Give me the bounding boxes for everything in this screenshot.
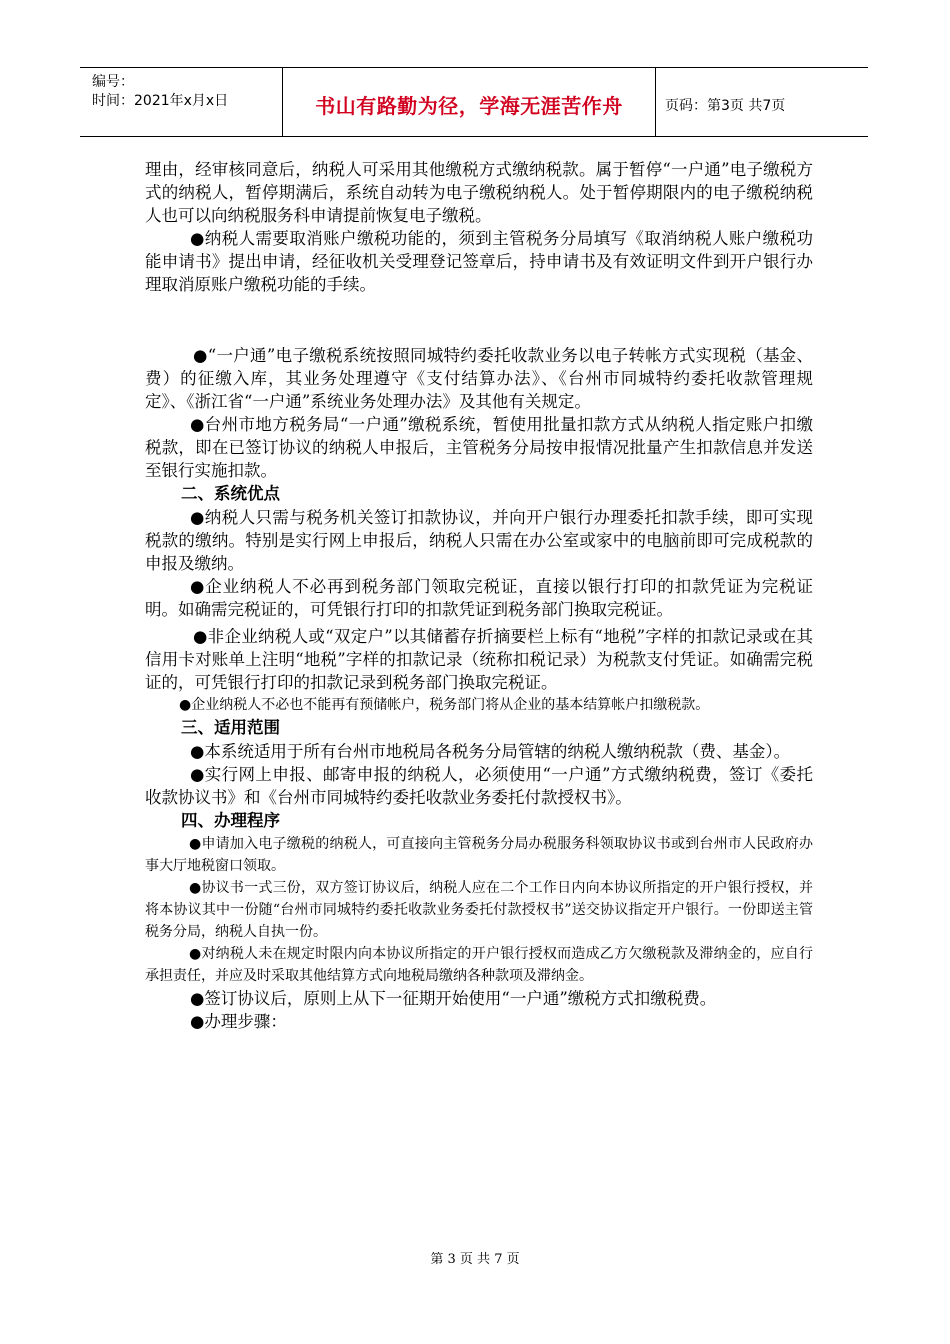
paragraph: ●协议书一式三份，双方签订协议后，纳税人应在二个工作日内向本协议所指定的开户银行授权，并将本协议其中一份随“台州市同城特约委托收款业务委托付款授权书”送交协议指定开户银行。一份即送主管税务分局，纳税人自执一份。	[145, 880, 813, 940]
header-divider	[655, 68, 656, 136]
paragraph: ●“一户通”电子缴税系统按照同城特约委托收款业务以电子转帐方式实现税（基金、费）的征缴入库，其业务处理遵守《支付结算办法》、《台州市同城特约委托收款管理规定》、《浙江省“一户通”系统业务处理办法》及其他有关规定。	[145, 346, 813, 411]
page-header	[80, 67, 868, 137]
paragraph: ●台州市地方税务局“一户通”缴税系统，暂使用批量扣款方式从纳税人指定账户扣缴税款，即在已签订协议的纳税人申报后，主管税务分局按申报情况批量产生扣款信息并发送至银行实施扣款。	[145, 415, 813, 480]
page-footer: 第 3 页 共 7 页	[430, 1252, 520, 1267]
paragraph: 理由，经审核同意后，纳税人可采用其他缴税方式缴纳税款。属于暂停“一户通”电子缴税方式的纳税人，暂停期满后，系统自动转为电子缴税纳税人。处于暂停期限内的电子缴税纳税人也可以向纳税服务科申请提前恢复电子缴税。	[145, 160, 813, 225]
header-motto: 书山有路勤为径，学海无涯苦作舟	[315, 94, 623, 118]
paragraph: ●企业纳税人不必再到税务部门领取完税证，直接以银行打印的扣款凭证为完税证明。如确需完税证的，可凭银行打印的扣款凭证到税务部门换取完税证。	[145, 577, 813, 619]
paragraph: ●本系统适用于所有台州市地税局各税务分局管辖的纳税人缴纳税款（费、基金）。	[190, 742, 791, 761]
document-body	[145, 158, 813, 1033]
paragraph: ●对纳税人未在规定时限内向本协议所指定的开户银行授权而造成乙方欠缴税款及滞纳金的，应自行承担责任，并应及时采取其他结算方式向地税局缴纳各种款项及滞纳金。	[145, 946, 813, 984]
paragraph: ●签订协议后，原则上从下一征期开始使用“一户通”缴税方式扣缴税费。	[190, 989, 717, 1008]
header-meta	[92, 73, 228, 111]
paragraph: ●实行网上申报、邮寄申报的纳税人，必须使用“一户通”方式缴纳税费，签订《委托收款协议书》和《台州市同城特约委托收款业务委托付款授权书》。	[145, 765, 813, 807]
header-page-number: 页码：第3页 共7页	[665, 98, 786, 114]
paragraph: ●非企业纳税人或“双定户”以其储蓄存折摘要栏上标有“地税”字样的扣款记录或在其信用卡对账单上注明“地税”字样的扣款记录（统称扣税记录）为税款支付凭证。如确需完税证的，可凭银行打印的扣款记录到税务部门换取完税证。	[145, 627, 813, 692]
document-number-label: 编号：	[92, 74, 134, 90]
blank-space	[145, 296, 813, 344]
paragraph: ●纳税人需要取消账户缴税功能的，须到主管税务分局填写《取消纳税人账户缴税功能申请书》提出申请，经征收机关受理登记签章后，持申请书及有效证明文件到开户银行办理取消原账户缴税功能的手续。	[145, 229, 813, 294]
paragraph: ●申请加入电子缴税的纳税人，可直接向主管税务分局办税服务科领取协议书或到台州市人民政府办事大厅地税窗口领取。	[145, 836, 813, 874]
paragraph: ●纳税人只需与税务机关签订扣款协议，并向开户银行办理委托扣款手续，即可实现税款的缴纳。特别是实行网上申报后，纳税人只需在办公室或家中的电脑前即可完成税款的申报及缴纳。	[145, 508, 813, 573]
paragraph: ●办理步骤：	[190, 1012, 287, 1031]
paragraph: ●企业纳税人不必也不能再有预储帐户，税务部门将从企业的基本结算帐户扣缴税款。	[179, 697, 710, 713]
document-time-label: 时间：2021年x月x日	[92, 93, 229, 109]
section-heading: 二、系统优点	[181, 484, 280, 503]
section-heading: 三、适用范围	[181, 718, 280, 737]
section-heading: 四、办理程序	[181, 811, 280, 830]
